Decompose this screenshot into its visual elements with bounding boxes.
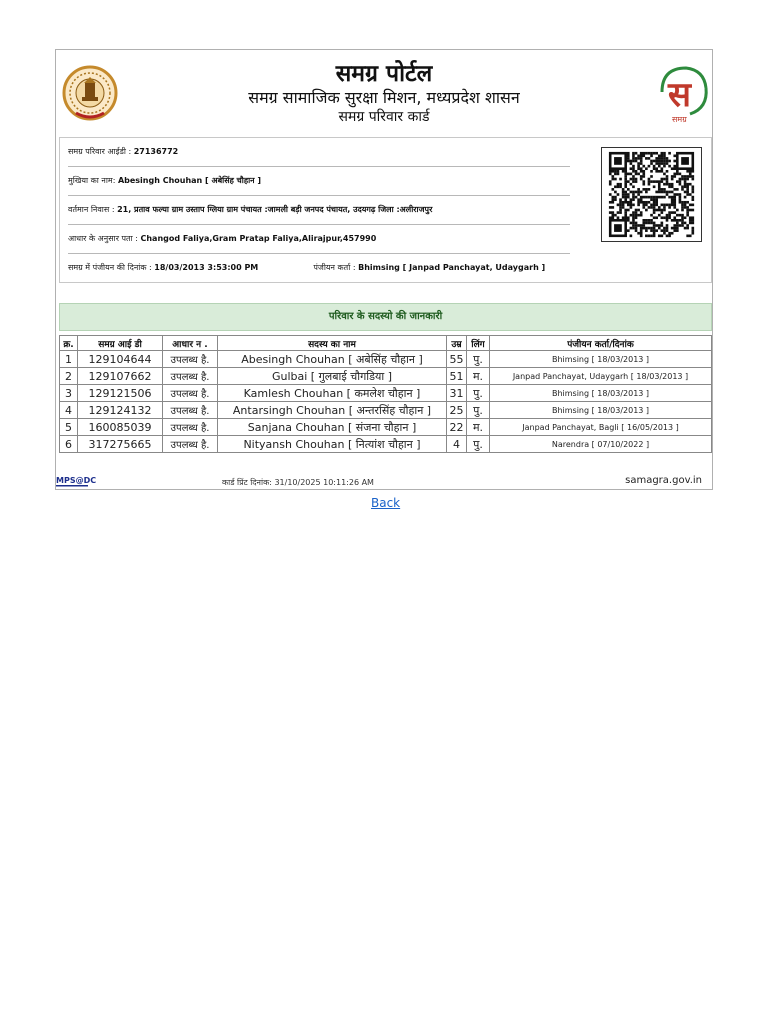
row-member-name: Antarsingh Chouhan [ अन्तरसिंह चौहान ] bbox=[218, 402, 447, 419]
row-age: 22 bbox=[447, 419, 467, 436]
back-link[interactable]: Back bbox=[371, 496, 401, 510]
row-member-name: Abesingh Chouhan [ अबेसिंह चौहान ] bbox=[218, 351, 447, 368]
table-row bbox=[60, 368, 712, 385]
registered-by-label: पंजीयन कर्ता : bbox=[313, 263, 359, 272]
family-info-box bbox=[59, 137, 712, 283]
registration-date-value: 18/03/2013 3:53:00 PM bbox=[154, 263, 259, 272]
samagra-logo-text: समग्र bbox=[672, 115, 687, 124]
aadhaar-address-row bbox=[68, 225, 570, 254]
row-samagra-id: 129124132 bbox=[78, 402, 163, 419]
address-row bbox=[68, 196, 570, 225]
row-samagra-id: 129121506 bbox=[78, 385, 163, 402]
print-date-label: कार्ड प्रिंट दिनांक: bbox=[222, 478, 275, 487]
mpsedc-logo-icon bbox=[56, 474, 97, 489]
address-value: 21, प्रताव फल्या ग्राम उस्ताप ग्लिया ग्राम पंचायत :जामली बड़ी जनपद पंचायत, उदयगढ़ जिला :अलीराजपुर bbox=[117, 205, 433, 214]
row-samagra-id: 129104644 bbox=[78, 351, 163, 368]
members-table-header bbox=[60, 336, 712, 351]
table-row bbox=[60, 385, 712, 402]
row-aadhaar: उपलब्ध है. bbox=[163, 385, 218, 402]
family-id-row bbox=[68, 138, 570, 167]
row-age: 55 bbox=[447, 351, 467, 368]
print-date-value: 31/10/2025 10:11:26 AM bbox=[274, 478, 374, 487]
row-gender: म. bbox=[467, 419, 490, 436]
row-registered-by: Bhimsing [ 18/03/2013 ] bbox=[490, 385, 712, 402]
row-serial: 3 bbox=[60, 385, 78, 402]
row-age: 4 bbox=[447, 436, 467, 453]
mission-subtitle: समग्र सामाजिक सुरक्षा मिशन, मध्यप्रदेश शासन bbox=[248, 88, 520, 107]
row-member-name: Sanjana Chouhan [ संजना चौहान ] bbox=[218, 419, 447, 436]
row-registered-by: Bhimsing [ 18/03/2013 ] bbox=[490, 402, 712, 419]
aadhaar-address-label: आधार के अनुसार पता : bbox=[68, 234, 141, 243]
row-aadhaar: उपलब्ध है. bbox=[163, 351, 218, 368]
row-registered-by: Janpad Panchayat, Bagli [ 16/05/2013 ] bbox=[490, 419, 712, 436]
site-url: samagra.gov.in bbox=[625, 475, 702, 486]
row-gender: पु. bbox=[467, 385, 490, 402]
row-aadhaar: उपलब्ध है. bbox=[163, 436, 218, 453]
row-serial: 6 bbox=[60, 436, 78, 453]
row-registered-by: Narendra [ 07/10/2022 ] bbox=[490, 436, 712, 453]
row-serial: 5 bbox=[60, 419, 78, 436]
row-serial: 4 bbox=[60, 402, 78, 419]
row-samagra-id: 160085039 bbox=[78, 419, 163, 436]
column-header-age: उम्र bbox=[447, 336, 467, 351]
row-age: 51 bbox=[447, 368, 467, 385]
row-samagra-id: 317275665 bbox=[78, 436, 163, 453]
row-registered-by: Bhimsing [ 18/03/2013 ] bbox=[490, 351, 712, 368]
head-name-row bbox=[68, 167, 570, 196]
registration-date-label: समग्र में पंजीयन की दिनांक : bbox=[68, 263, 155, 272]
row-gender: म. bbox=[467, 368, 490, 385]
svg-text:स: स bbox=[668, 75, 691, 115]
card-title: समग्र परिवार कार्ड bbox=[338, 109, 430, 125]
column-header-gender: लिंग bbox=[467, 336, 490, 351]
card-header bbox=[56, 50, 712, 136]
row-gender: पु. bbox=[467, 436, 490, 453]
qr-code-icon bbox=[601, 147, 702, 242]
row-registered-by: Janpad Panchayat, Udaygarh [ 18/03/2013 ] bbox=[490, 368, 712, 385]
row-samagra-id: 129107662 bbox=[78, 368, 163, 385]
mpsedc-logo-text: MPS@DC bbox=[56, 476, 97, 485]
family-id-value: 27136772 bbox=[133, 147, 179, 156]
head-name-label: मुखिया का नाम: bbox=[68, 176, 118, 185]
family-id-label: समग्र परिवार आईडी : bbox=[68, 147, 134, 156]
members-section-title: परिवार के सदस्यो की जानकारी bbox=[59, 303, 712, 331]
row-age: 25 bbox=[447, 402, 467, 419]
column-header-samagra-id: समग्र आई डी bbox=[78, 336, 163, 351]
samagra-logo-icon bbox=[652, 62, 714, 126]
members-table bbox=[59, 335, 712, 453]
portal-title: समग्र पोर्टल bbox=[335, 61, 433, 87]
row-member-name: Kamlesh Chouhan [ कमलेश चौहान ] bbox=[218, 385, 447, 402]
column-header-registered-by: पंजीयन कर्ता/दिनांक bbox=[490, 336, 712, 351]
family-card bbox=[55, 49, 713, 490]
table-row bbox=[60, 402, 712, 419]
aadhaar-address-value: Changod Faliya,Gram Pratap Faliya,Alirajpur,457990 bbox=[140, 234, 377, 243]
column-header-serial: क्र. bbox=[60, 336, 78, 351]
row-age: 31 bbox=[447, 385, 467, 402]
row-gender: पु. bbox=[467, 351, 490, 368]
row-member-name: Nityansh Chouhan [ नित्यांश चौहान ] bbox=[218, 436, 447, 453]
row-aadhaar: उपलब्ध है. bbox=[163, 368, 218, 385]
table-row bbox=[60, 419, 712, 436]
table-row bbox=[60, 436, 712, 453]
row-aadhaar: उपलब्ध है. bbox=[163, 402, 218, 419]
print-date bbox=[222, 477, 374, 488]
table-row bbox=[60, 351, 712, 368]
row-gender: पु. bbox=[467, 402, 490, 419]
registration-row bbox=[68, 254, 570, 282]
row-aadhaar: उपलब्ध है. bbox=[163, 419, 218, 436]
column-header-aadhaar: आधार न . bbox=[163, 336, 218, 351]
row-serial: 2 bbox=[60, 368, 78, 385]
head-name-value: Abesingh Chouhan [ अबेसिंह चौहान ] bbox=[117, 176, 262, 185]
registered-by-value: Bhimsing [ Janpad Panchayat, Udaygarh ] bbox=[358, 263, 546, 272]
address-label: वर्तमान निवास : bbox=[68, 205, 118, 214]
column-header-member-name: सदस्य का नाम bbox=[218, 336, 447, 351]
row-serial: 1 bbox=[60, 351, 78, 368]
row-member-name: Gulbai [ गुलबाई चौगडिया ] bbox=[218, 368, 447, 385]
